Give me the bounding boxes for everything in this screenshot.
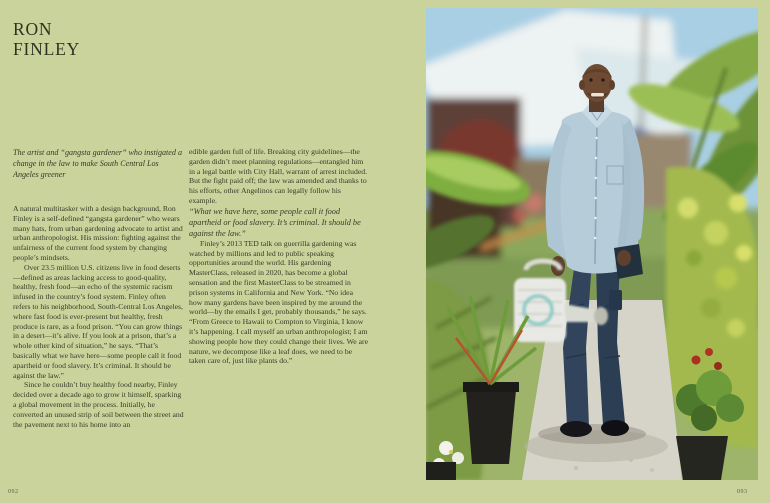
paragraph: edible garden full of life. Breaking city guidelines—the garden didn’t meet planning regulations—entangled him in a legal battle with City Hall, warrant of arrest included. But the fight paid off; the law was amended and thanks to his efforts, other Angelinos can legally follow his example. — [189, 147, 368, 205]
ron-finley-photo — [426, 8, 758, 480]
pull-quote: “What we have here, some people call it food apartheid or food slavery. It’s criminal. It should be against the law.” — [189, 206, 361, 238]
shoe-left — [560, 421, 592, 437]
pot-far-left — [426, 462, 456, 480]
smile — [591, 93, 604, 97]
article-column-2 — [189, 147, 368, 366]
paragraph: Over 23.5 million U.S. citizens live in food deserts—defined as areas lacking access to good-quality, healthy, fresh food—an echo of the systemic racism infused in the country’s food system. Finley often refers to his neighborhood, South-Central Los Angeles, where fast food is ever-present but healthy, fresh produce is rare, as a food prison. “You can grow things in a desert—it’s alive. If you look at a prison, that’s a whole other kind of situation,” he says. “That’s basically what we have here—some people call it food apartheid or food slavery. It’s criminal. It should be against the law.” — [13, 262, 183, 380]
cargo-pocket — [609, 290, 622, 310]
paragraph: A natural multitasker with a design background, Ron Finley is a self-defined “gangsta gardener” who wears many hats, from urban gardening advocate to artist and urban anthropologist. His mission: fighting against the unfairness of the current food system by changing people’s mindsets. — [13, 204, 183, 262]
paragraph: Since he couldn’t buy healthy food nearby, Finley decided over a decade ago to grow it himself, sparking a global movement in the process. Initially, he converted an unused strip of soil between the street and the pavement next to his home into an — [13, 380, 184, 429]
figure-shadow — [538, 424, 646, 444]
shoe-right — [601, 420, 629, 436]
article-standfirst: The artist and “gangsta gardener” who instigated a change in the law to make South Central Los Angeles greener — [13, 148, 183, 179]
title-line-2: FINLEY — [13, 38, 81, 59]
page-number-right: 093 — [737, 489, 748, 495]
page-number-left: 092 — [8, 489, 19, 495]
paragraph: Finley’s 2013 TED talk on guerrilla gardening was watched by millions and led to public speaking opportunities around the world. His gardening MasterClass, released in 2020, has become a global sensation and the first MasterClass to be streamed in prison systems in California and New York. “No idea how many gardens have been inspired by me around the world—by the emails I get, probably thousands,” he says. “From Greece to Hawaii to Compton to Virginia, I know it’s happening. I call myself an urban anthropologist; I am showing people how they could change their lives. We are nature, we decompose like a leaf does, we need to be taken care of, just like plants do.” — [189, 238, 368, 366]
title-line-1: RON — [13, 18, 53, 39]
hand-right — [617, 250, 631, 266]
page-title — [13, 19, 80, 59]
garden-portrait-illustration — [426, 8, 758, 480]
article-column-1 — [13, 204, 185, 429]
